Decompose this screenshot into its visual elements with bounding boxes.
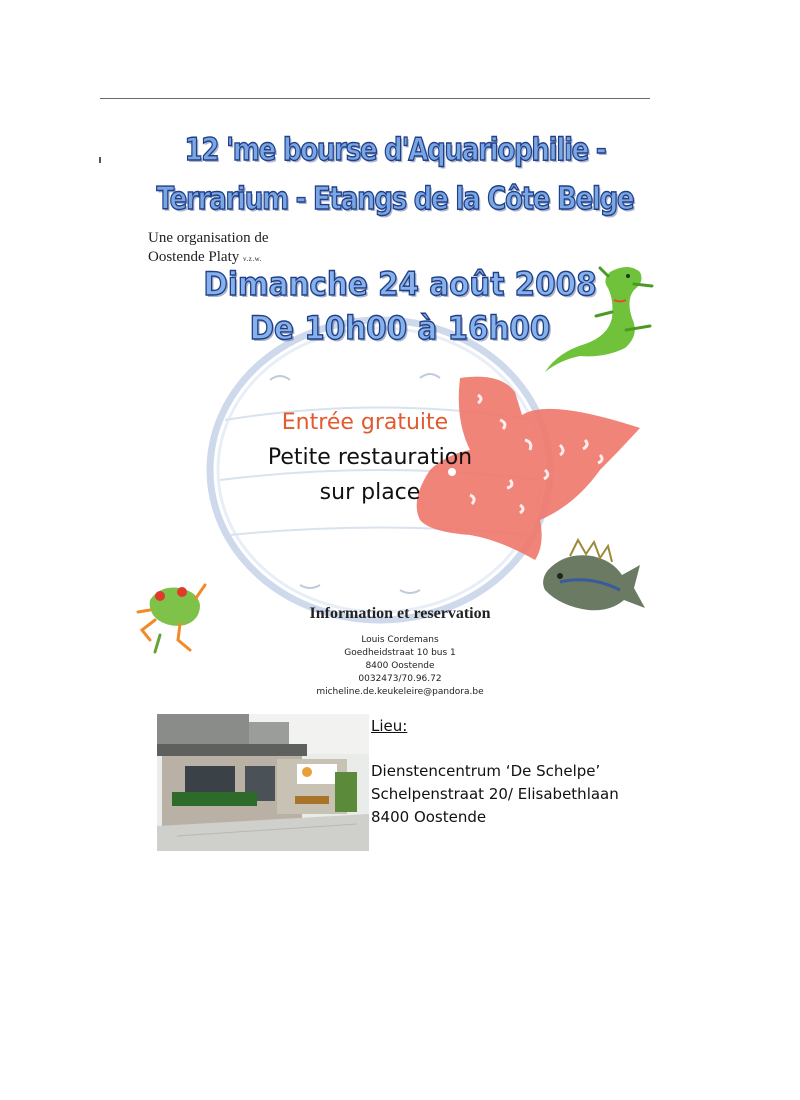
event-hours: De 10h00 à 16h00	[249, 309, 551, 347]
contact-city: 8400 Oostende	[365, 661, 435, 671]
event-date: Dimanche 24 août 2008	[203, 265, 597, 303]
title-line-1: 12 'me bourse d'Aquariophilie -	[184, 132, 606, 168]
food-line-1: Petite restauration	[267, 445, 473, 470]
contact-street: Goedheidstraat 10 bus 1	[344, 648, 456, 658]
organisation-suffix: v.z.w.	[243, 255, 263, 263]
organisation-line-2	[148, 249, 262, 266]
venue-street: Schelpenstraat 20/ Elisabethlaan	[371, 785, 619, 803]
venue-photo	[157, 714, 369, 851]
title-line-2: Terrarium - Etangs de la Côte Belge	[156, 181, 634, 217]
free-entry-text: Entrée gratuite	[281, 410, 449, 435]
venue-city: 8400 Oostende	[371, 808, 487, 826]
tree-frog-illustration	[138, 585, 205, 652]
contact-phone: 0032473/70.96.72	[358, 674, 442, 684]
contact-email[interactable]: micheline.de.keukeleire@pandora.be	[316, 687, 484, 697]
cichlid-fish-illustration	[543, 540, 645, 610]
contact-name: Louis Cordemans	[361, 635, 439, 645]
contact-heading: Information et reservation	[309, 605, 491, 622]
organisation-name: Oostende Platy	[148, 249, 240, 265]
food-line-2: sur place	[319, 480, 421, 505]
venue-name: Dienstencentrum ‘De Schelpe’	[371, 762, 601, 780]
organisation-line-1: Une organisation de	[148, 230, 269, 246]
venue-label: Lieu:	[371, 717, 408, 735]
